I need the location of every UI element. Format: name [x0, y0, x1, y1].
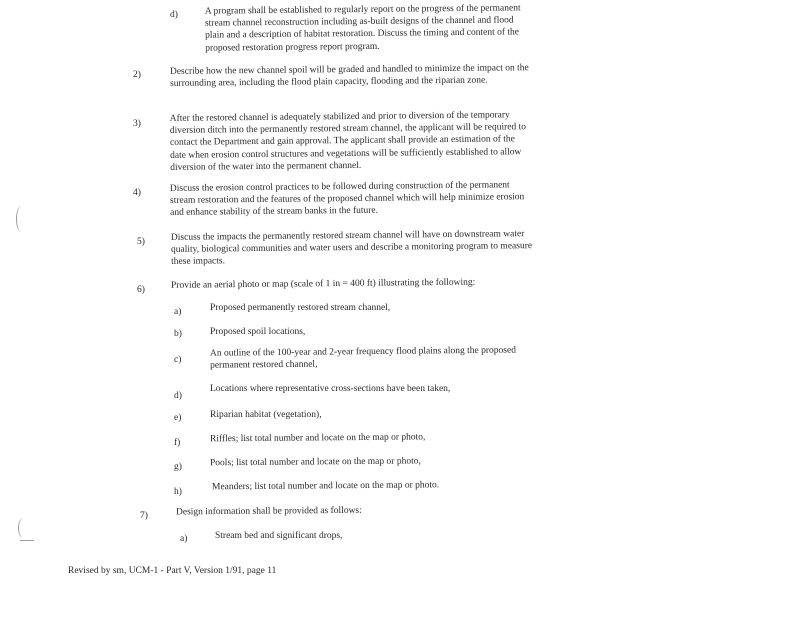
scan-artifact [20, 540, 34, 541]
subitem-text: Locations where representative cross-sections have been taken, [210, 384, 451, 394]
subitem-label: f) [174, 438, 181, 448]
subitem-label: a) [180, 534, 188, 544]
item-label: 7) [140, 511, 148, 521]
item-text: Discuss the impacts the permanently restored stream channel will have on downstream water quality, biological communities and water users and describe a monitoring program to measure these impacts. [170, 229, 533, 268]
subitem-text: Proposed permanently restored stream channel, [210, 303, 391, 313]
subitem-text: Riparian habitat (vegetation), [210, 410, 322, 420]
subitem-label: g) [174, 462, 182, 472]
subitem-text: Pools; list total number and locate on the map or photo, [209, 456, 421, 469]
subitem-text: Riffles; list total number and locate on the map or photo, [209, 432, 426, 445]
item-text: Describe how the new channel spoil will be graded and handled to minimize the impact on the surrounding area, including the flood plain capacity, flooding and the riparian zone. [169, 63, 529, 90]
subitem-label: c) [174, 355, 182, 365]
subitem-label: b) [174, 329, 182, 339]
item-text: Design information shall be provided as follows: [175, 505, 362, 518]
item-text: After the restored channel is adequately stabilized and prior to diversion of the temporary diversion ditch into the permanently restored stream channel, the applicant will be required to contact the Department and gain approval. The applicant shall provide an estimation of the date when erosion control structures and vegetations will be sufficiently established to allow diversion of the water into the permanent channel. [169, 110, 527, 173]
item-text: Discuss the erosion control practices to be followed during construction of the permanent stream restoration and the features of the proposed channel which will help minimize erosion and enhance stability of the stream banks in the future. [169, 180, 525, 219]
subitem-text: Meanders; list total number and locate on the map or photo. [211, 480, 440, 493]
subitem-text: Stream bed and significant drops, [215, 531, 343, 541]
subitem-text: Proposed spoil locations, [210, 327, 306, 337]
subitem-text: An outline of the 100-year and 2-year frequency flood plains along the proposed permanent restored channel, [209, 345, 516, 371]
item-label: 5) [137, 237, 145, 247]
scan-artifact [18, 518, 29, 538]
item-label: 4) [133, 188, 141, 198]
subitem-label: e) [174, 413, 182, 423]
subitem-label: a) [174, 307, 182, 317]
item-text: A program shall be established to regularly report on the progress of the permanent stream channel reconstruction including as-built designs of the channel and flood plain and a description of habitat restoration. Discuss the timing and content of the proposed restoration progress report program. [204, 3, 521, 54]
item-text: Provide an aerial photo or map (scale of 1 in = 400 ft) illustrating the following: [170, 277, 476, 291]
item-label: 3) [133, 119, 141, 129]
scan-artifact [16, 206, 27, 232]
subitem-label: d) [174, 391, 182, 401]
subitem-label: h) [174, 487, 182, 497]
item-label: 2) [133, 70, 141, 80]
item-label: 6) [137, 285, 145, 295]
page-footer: Revised by sm, UCM-1 - Part V, Version 1/91, page 11 [68, 566, 277, 576]
item-label: d) [170, 10, 178, 20]
